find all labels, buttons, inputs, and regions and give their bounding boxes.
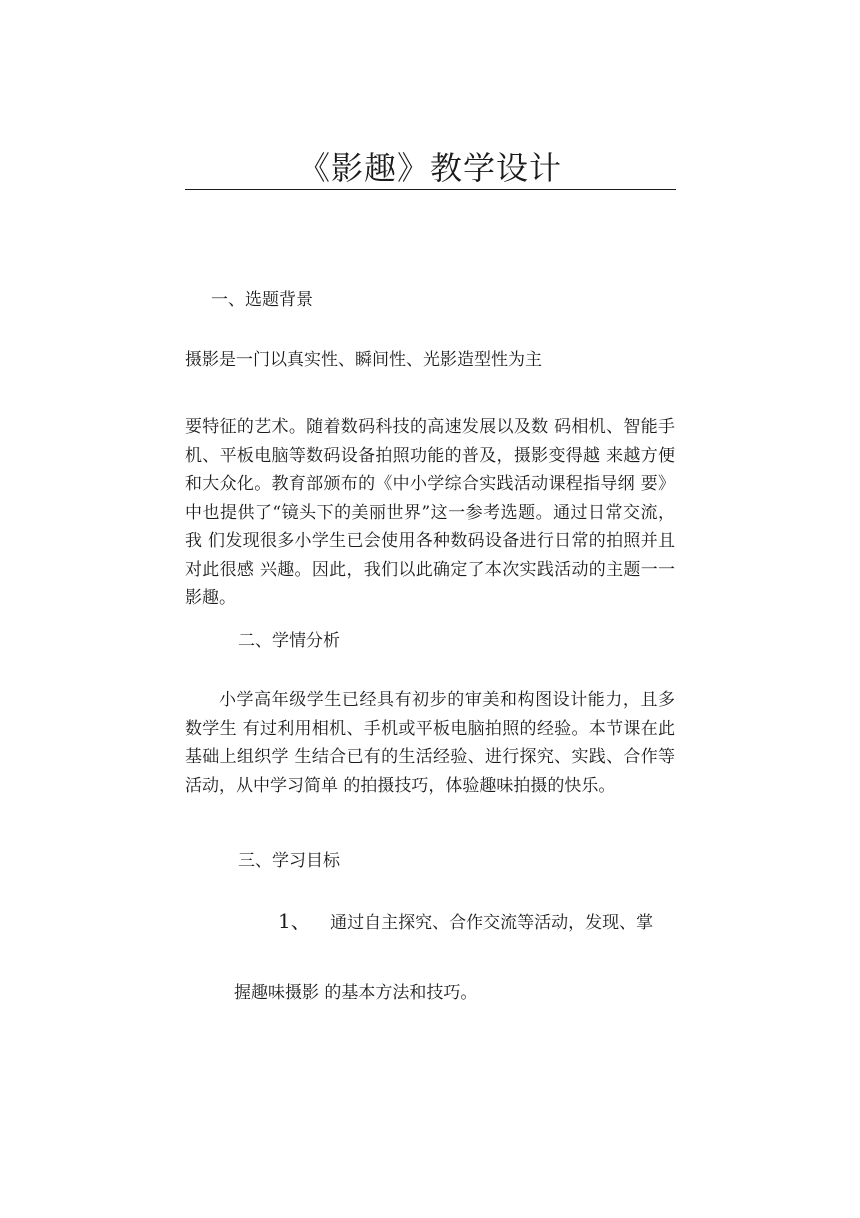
objective-item-1-text: 通过自主探究、合作交流等活动，发现、掌	[330, 913, 654, 933]
title-underline	[185, 189, 676, 190]
section-heading-background: 一、选题背景	[211, 290, 313, 310]
section1-first-line: 摄影是一门以真实性、瞬间性、光影造型性为主	[185, 350, 542, 370]
objective-item-1-continuation: 握趣味摄影 的基本方法和技巧。	[234, 983, 478, 1003]
section2-paragraph: 小学高年级学生已经具有初步的审美和构图设计能力，且多数学生 有过利用相机、手机或平板电脑拍照的经验。本节课在此基础上组织学 生结合已有的生活经验、进行探究、实践、合作等活动，从中学习简单 的拍摄技巧，体验趣味拍摄的快乐。	[185, 690, 675, 796]
section-heading-objectives: 三、学习目标	[238, 851, 340, 871]
document-title: 《影趣》教学设计	[297, 149, 562, 187]
section-heading-analysis: 二、学情分析	[238, 631, 340, 651]
section1-paragraph: 要特征的艺术。随着数码科技的高速发展以及数 码相机、智能手机、平板电脑等数码设备拍照功能的普及，摄影变得越 来越方便和大众化。教育部颁布的《中小学综合实践活动课程指导纲 要》中也提供了“镜头下的美丽世界”这一参考选题。通过日常交流，我 们发现很多小学生已会使用各种数码设备进行日常的拍照并且对此很感 兴趣。因此，我们以此确定了本次实践活动的主题一一影趣。	[185, 417, 675, 608]
objective-item-1-number: 1、	[278, 909, 311, 933]
objective-item-1	[278, 910, 653, 934]
